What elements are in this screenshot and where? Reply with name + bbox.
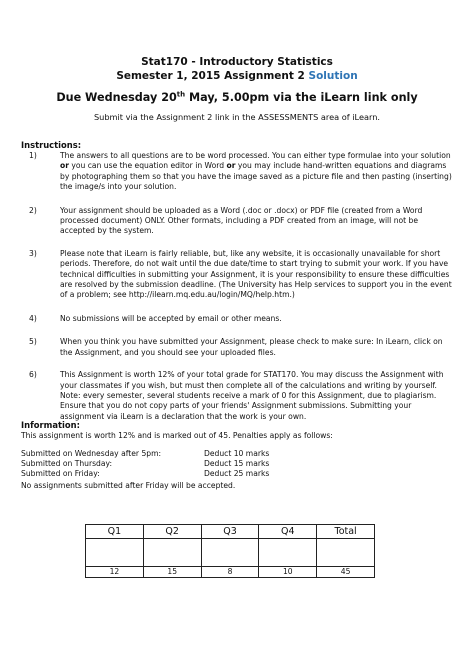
marks-header-cell: Total xyxy=(317,525,375,539)
penalty-deduct: Deduct 15 marks xyxy=(204,459,270,468)
due-date xyxy=(0,90,474,105)
marks-total-cell: 45 xyxy=(317,567,375,578)
instructions-heading: Instructions: xyxy=(21,140,82,150)
marks-total-cell: 15 xyxy=(143,567,201,578)
due-ordinal: th xyxy=(176,90,186,99)
item-number: 6) xyxy=(29,370,37,380)
information-text: This assignment is worth 12% and is marked out of 45. Penalties apply as follows: xyxy=(21,431,333,440)
marks-table xyxy=(85,524,375,578)
penalty-when: Submitted on Thursday: xyxy=(21,459,113,468)
item-text xyxy=(60,151,452,191)
item-text: Your assignment should be uploaded as a Word (.doc or .docx) or PDF file (created from a Word processed document) ONLY. Other formats, including a PDF created from an image, will not be accepted by the system. xyxy=(60,205,423,236)
item-emphasis: or xyxy=(226,161,236,171)
item-text: No submissions will be accepted by email or other means. xyxy=(60,313,282,323)
marks-header-cell: Q4 xyxy=(259,525,317,539)
marks-score-cell xyxy=(317,539,375,567)
penalty-when: Submitted on Friday: xyxy=(21,469,100,478)
course-title: Stat170 - Introductory Statistics xyxy=(141,56,333,68)
item-text: When you think you have submitted your Assignment, please check to make sure: In iLearn, click on the Assignment, and you should see your uploaded files. xyxy=(60,337,443,357)
marks-header-row xyxy=(86,525,375,539)
instructions-list xyxy=(21,151,453,422)
item-emphasis: or xyxy=(60,161,69,171)
due-suffix: May, 5.00pm via the iLearn link only xyxy=(185,91,418,104)
penalty-when: Submitted on Wednesday after 5pm: xyxy=(21,449,162,458)
instruction-item xyxy=(21,370,453,422)
marks-header-cell: Q2 xyxy=(143,525,201,539)
marks-score-cell xyxy=(259,539,317,567)
instruction-item xyxy=(21,337,453,358)
late-policy-note: No assignments submitted after Friday will be accepted. xyxy=(21,481,236,490)
item-number: 1) xyxy=(29,151,37,160)
marks-score-cell xyxy=(143,539,201,567)
marks-header-cell: Q3 xyxy=(201,525,259,539)
item-number: 5) xyxy=(29,337,37,347)
assignment-title-text: Semester 1, 2015 Assignment 2 xyxy=(116,70,309,82)
item-number: 3) xyxy=(29,248,37,258)
instruction-item xyxy=(21,206,453,237)
item-text: Please note that iLearn is fairly reliable, but, like any website, it is occasionally unavailable for short periods. Therefore, do not wait until the due date/time to start trying to submit your work. If you have technical difficulties in submitting your Assignment, it is your responsibility to ensure these difficulties are resolved by the submission deadline. (The University has Help services to support you in the event of a problem; see http://ilearn.mq.edu.au/login/MQ/help.htm.) xyxy=(60,248,452,300)
marks-header-cell: Q1 xyxy=(86,525,144,539)
item-text-part: you may include hand-written equations and diagrams by photographing them so that you have the image saved as a picture file and then pasting (inserting) the image/s into your solution. xyxy=(60,161,452,192)
item-text: This Assignment is worth 12% of your total grade for STAT170. You may discuss the Assignment with your classmates if you wish, but must then complete all of the calculations and writing by yourself. Note: every semester, several students receive a mark of 0 for this Assignment, due to plagiarism. Ensure that you do not copy parts of your friends' Assignment submissions. Submitting your assignment via iLearn is a declaration that the work is your own. xyxy=(60,370,444,421)
submit-instruction: Submit via the Assignment 2 link in the ASSESSMENTS area of iLearn. xyxy=(93,112,381,122)
due-prefix: Due Wednesday 20 xyxy=(56,91,177,104)
marks-total-cell: 10 xyxy=(259,567,317,578)
solution-label: Solution xyxy=(308,70,358,82)
marks-total-cell: 8 xyxy=(201,567,259,578)
penalty-deduct: Deduct 10 marks xyxy=(204,449,270,458)
marks-score-row xyxy=(86,539,375,567)
item-text-part: The answers to all questions are to be word processed. You can either type formulae into your solution xyxy=(60,151,451,160)
item-text-part: you can use the equation editor in Word xyxy=(68,161,227,171)
marks-score-cell xyxy=(86,539,144,567)
penalty-deduct: Deduct 25 marks xyxy=(204,469,270,478)
item-number: 4) xyxy=(29,313,37,323)
information-heading: Information: xyxy=(21,420,80,430)
item-number: 2) xyxy=(29,205,37,215)
instruction-item xyxy=(21,314,453,324)
assignment-title xyxy=(0,69,474,83)
marks-score-cell xyxy=(201,539,259,567)
instruction-item xyxy=(21,151,453,193)
marks-total-row xyxy=(86,567,375,578)
instruction-item xyxy=(21,249,453,301)
marks-total-cell: 12 xyxy=(86,567,144,578)
